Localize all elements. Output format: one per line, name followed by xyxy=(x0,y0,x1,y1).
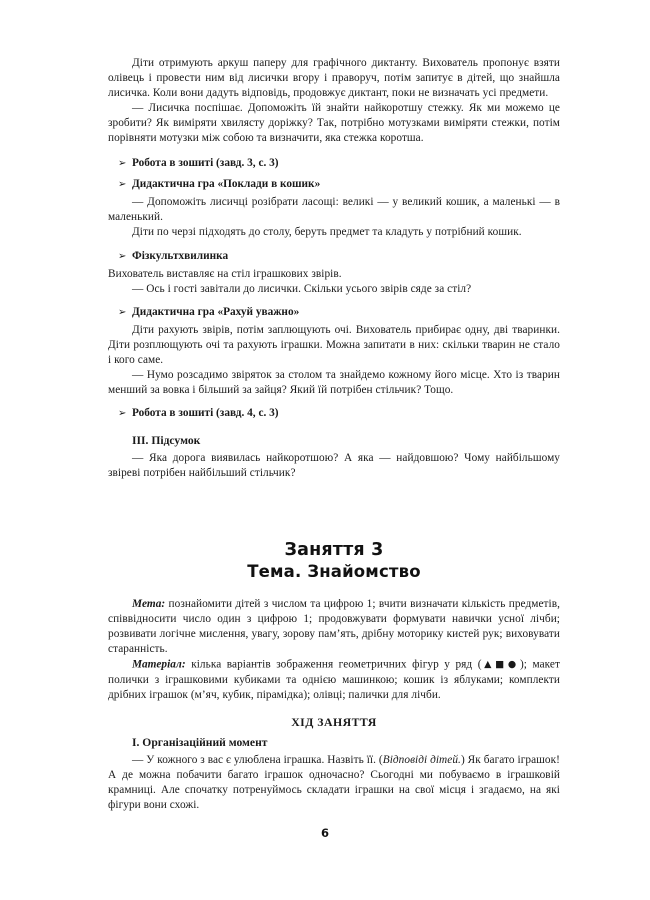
paragraph-favorite-toy xyxy=(108,753,560,813)
arrow-bullet-icon: ➢ xyxy=(118,158,127,170)
heading-summary: III. Підсумок xyxy=(132,433,201,447)
lesson-topic-title: Тема. Знайомство xyxy=(247,562,421,582)
arrow-bullet-icon: ➢ xyxy=(118,306,127,318)
heading-lesson-course: ХІД ЗАНЯТТЯ xyxy=(291,714,377,729)
list-item-label: Дидактична гра «Поклади в кошик» xyxy=(132,178,321,191)
paragraph-children-count-animals: Діти рахують звірів, потім заплющують очі. Вихователь прибирає одну, дві тваринки. Діти розплющують очі та рахують іграшки. Можна запитати в них: скільки тварин не стало і кого саме. xyxy=(108,323,560,366)
list-item-game-count-carefully xyxy=(108,305,560,320)
text-org-part1: — У кожного з вас є улюблена іграшка. Назвіть її. ( xyxy=(132,754,383,767)
text-meta: познайомити дітей з числом та цифрою 1; вчити визначати кількість предметів, співвідносити число один з цифрою 1; продовжувати формувати навички усної лічби; розвивати логічне мислення, увагу, зорову пам’ять, дрібну моторику кистей рук; виховувати старанність. xyxy=(108,598,560,656)
list-item-game-put-in-basket xyxy=(108,177,560,192)
page-number: 6 xyxy=(320,826,329,840)
paragraph-children-take-turns: Діти по черзі підходять до столу, беруть предмет та кладуть у потрібний кошик. xyxy=(132,226,522,239)
list-item-label: Дидактична гра «Рахуй уважно» xyxy=(132,305,300,318)
lesson-number-title: Заняття 3 xyxy=(284,540,384,561)
paragraph-seat-the-animals: — Нумо розсадимо звіряток за столом та знайдемо кожному його місце. Хто із тварин менший за вовка і більший за зайця? Який їй потрібен стільчик? Тощо. xyxy=(108,368,560,396)
text-material-before: кілька варіантів зображення геометричних фігур у ряд ( xyxy=(185,658,482,671)
list-item-notebook-task-4 xyxy=(108,406,560,421)
paragraph-fox-hurries: — Лисичка поспішає. Допоможіть їй знайти найкоротшу стежку. Як ми можемо це зробити? Як виміряти хвилясту доріжку? Так, потрібно мотузками виміряти стежки, потім порівняти мотузки між собою та визначити, яка стежка коротша. xyxy=(108,102,560,145)
list-item-label: Робота в зошиті (завд. 3, с. 3) xyxy=(132,157,279,170)
text-material-after: ); макет полички з іграшковими кубиками та однією машинкою; кошик із яблуками; комплекти дрібних іграшок (м’яч, кубик, пірамідка); олівці; палички для лічби. xyxy=(108,658,560,701)
arrow-bullet-icon: ➢ xyxy=(118,407,127,419)
paragraph-guests-arrived: — Ось і гості завітали до лисички. Скільки усього звірів сяде за стіл? xyxy=(132,282,472,295)
paragraph-lesson-material xyxy=(108,657,560,703)
label-meta: Мета: xyxy=(132,598,166,611)
arrow-bullet-icon: ➢ xyxy=(118,250,127,262)
list-item-label: Фізкультхвилинка xyxy=(132,249,229,262)
paragraph-teacher-places-animals: Вихователь виставляє на стіл іграшкових звірів. xyxy=(108,267,342,280)
text-org-children-answers: Відповіді дітей. xyxy=(382,754,461,767)
arrow-bullet-icon: ➢ xyxy=(118,179,127,191)
list-item-label: Робота в зошиті (завд. 4, с. 3) xyxy=(132,406,279,419)
page-content xyxy=(108,56,560,813)
list-item-physical-minute xyxy=(108,249,560,264)
label-material: Матеріал: xyxy=(132,658,186,671)
list-item-notebook-task-3 xyxy=(108,156,560,171)
paragraph-summary-questions: — Яка дорога виявилась найкоротшою? А яка — найдовшою? Чому найбільшому звіреві потрібен найбільший стільчик? xyxy=(108,452,560,480)
geometric-shapes-icons: ▲■● xyxy=(481,659,520,671)
paragraph-sort-treats: — Допоможіть лисичці розібрати ласощі: великі — у великий кошик, а маленькі — в маленький. xyxy=(108,196,560,224)
heading-organizational-moment: I. Організаційний момент xyxy=(132,736,268,749)
text-org-part2: ) Як багато іграшок! А де можна побачити багато іграшок одночасно? Сьогодні ми побуваємо в іграшковій крамниці. Але спочатку потренуймось складати іграшки на свої місця і згадаємо, на які фігури вони схожі. xyxy=(108,754,560,812)
paragraph-lesson-goal xyxy=(108,597,560,657)
paragraph-graphic-dictation: Діти отримують аркуш паперу для графічного диктанту. Вихователь пропонує взяти олівець і провести ним від лисички вгору і праворуч, потім запитує в дітей, що знайшла лисичка. Коли вони дадуть відповідь, продовжує диктант, поки не визначать усі предмети. xyxy=(108,57,560,100)
lesson-title-block xyxy=(108,539,560,583)
